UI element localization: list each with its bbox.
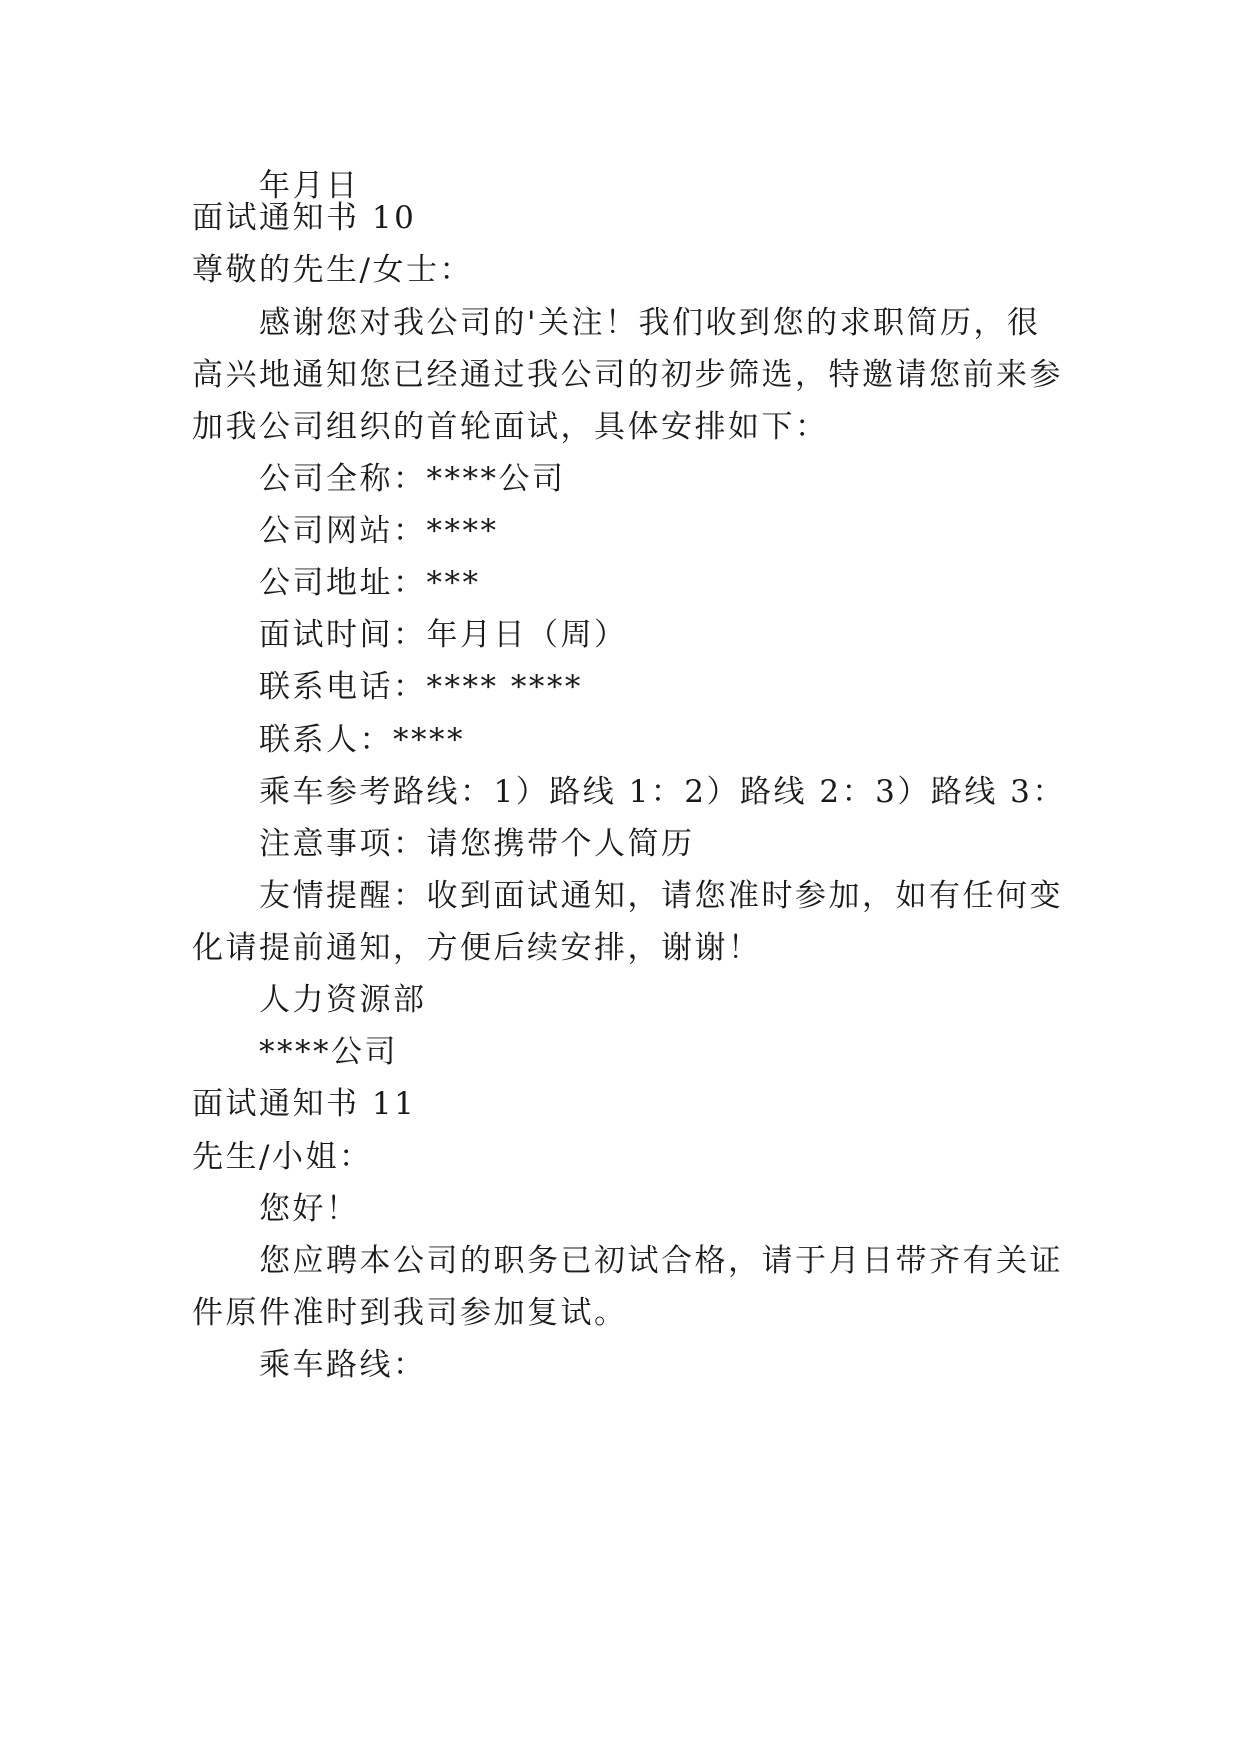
body-paragraph-line: 加我公司组织的首轮面试，具体安排如下： [192, 409, 829, 445]
route-line: 乘车参考路线：1）路线 1：2）路线 2：3）路线 3： [259, 774, 1066, 810]
body-paragraph-line: 您应聘本公司的职务已初试合格，请于月日带齐有关证 [259, 1243, 1063, 1279]
body-paragraph-line: 感谢您对我公司的'关注！我们收到您的求职简历，很 [259, 305, 1041, 341]
department-signature: 人力资源部 [259, 982, 427, 1018]
greeting: 您好！ [259, 1191, 360, 1227]
contact-phone-line: 联系电话：**** **** [259, 669, 583, 705]
company-signature: ****公司 [259, 1034, 398, 1070]
date-line: 年月日 [259, 168, 360, 204]
contact-person-line: 联系人：**** [259, 722, 465, 758]
notice-10-title: 面试通知书 10 [192, 200, 417, 236]
salutation: 尊敬的先生/女士： [192, 252, 473, 288]
reminder-line: 友情提醒：收到面试通知，请您准时参加，如有任何变 [259, 878, 1063, 914]
notice-11-title: 面试通知书 11 [192, 1086, 417, 1122]
company-name-line: 公司全称：****公司 [259, 461, 566, 497]
company-address-line: 公司地址：*** [259, 565, 481, 601]
salutation: 先生/小姐： [192, 1139, 373, 1175]
interview-time-line: 面试时间：年月日（周） [259, 617, 628, 653]
body-paragraph-line: 高兴地通知您已经通过我公司的初步筛选，特邀请您前来参 [192, 357, 1063, 393]
notes-line: 注意事项：请您携带个人简历 [259, 826, 695, 862]
body-paragraph-line: 件原件准时到我司参加复试。 [192, 1295, 628, 1331]
route-heading: 乘车路线： [259, 1347, 427, 1383]
company-website-line: 公司网站：**** [259, 513, 499, 549]
reminder-line: 化请提前通知，方便后续安排，谢谢！ [192, 930, 762, 966]
